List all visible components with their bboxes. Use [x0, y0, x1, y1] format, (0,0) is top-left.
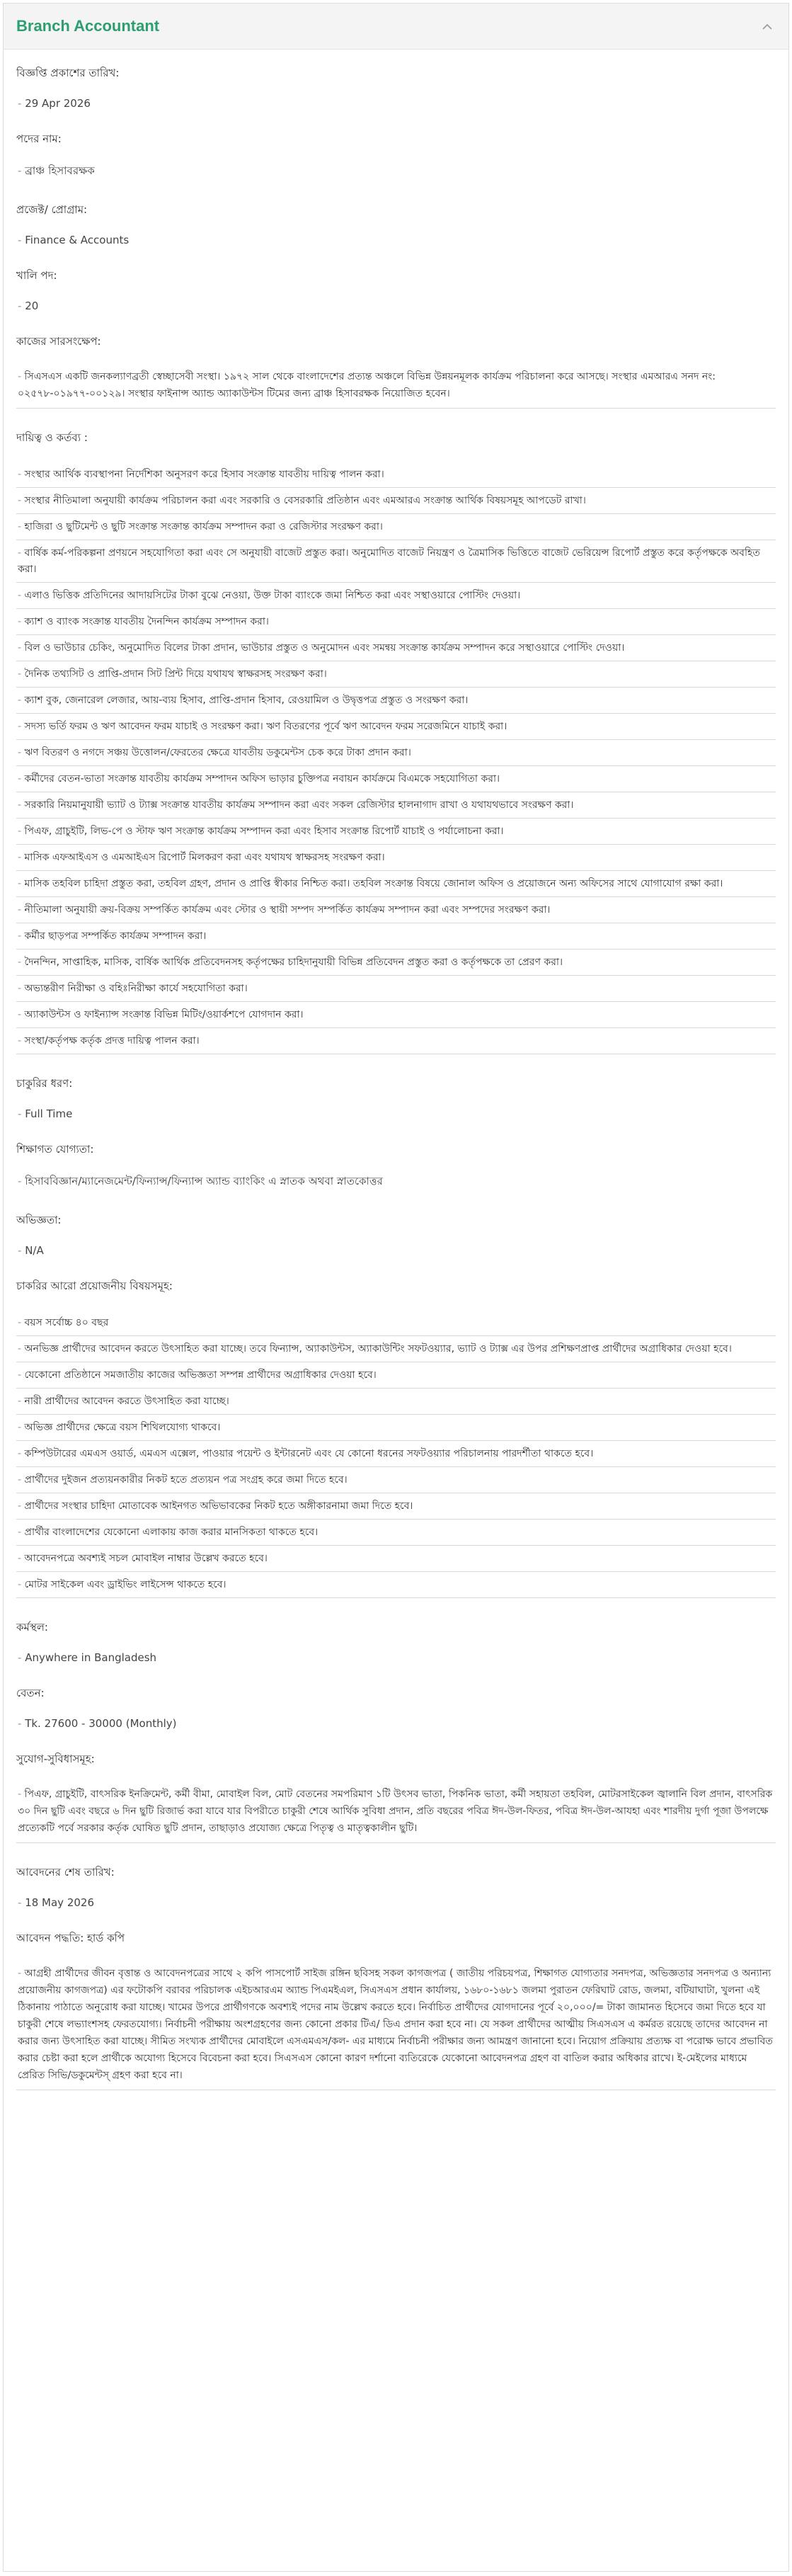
field-value: - Full Time	[16, 1107, 776, 1120]
field-label: আবেদনের শেষ তারিখ:	[16, 1866, 115, 1879]
list-item: - কর্মীদের বেতন-ভাতা সংক্রান্ত যাবতীয় কার্যক্রম সম্পাদন অফিস ভাড়ার চুক্তিপত্র নবায়ন কার্যক্রমে বিএমকে সহযোগিতা করা।	[16, 766, 776, 792]
list-item: - ঋণ বিতরণ ও নগদে সঞ্চয় উত্তোলন/ফেরতের ক্ষেত্রে যাবতীয় ডকুমেন্টস চেক করে টাকা প্রদান করা।	[16, 740, 776, 766]
list-item: - অভ্যন্তরীণ নিরীক্ষা ও বহিঃনিরীক্ষা কার্যে সহযোগিতা করা।	[16, 976, 776, 1002]
job-details-panel	[3, 3, 789, 2572]
field-label: দায়িত্ব ও কর্তব্য :	[16, 431, 88, 444]
vacancy-section	[16, 268, 776, 312]
list-item: - আবেদনপত্রে অবশ্যই সচল মোবাইল নাম্বার উল্লেখ করতে হবে।	[16, 1546, 776, 1572]
list-item: - বয়স সর্বোচ্চ ৪০ বছর	[16, 1310, 776, 1336]
list-item: - অ্যাকাউন্টস ও ফাইন্যান্স সংক্রান্ত বিভিন্ন মিটিং/ওয়ার্কশপে যোগদান করা।	[16, 1002, 776, 1028]
list-item: - প্রার্থীর বাংলাদেশের যেকোনো এলাকায় কাজ করার মানসিকতা থাকতে হবে।	[16, 1520, 776, 1546]
list-item: - পিএফ, গ্রাচুইটি, লিভ-পে ও স্টাফ ঋণ সংক্রান্ত কার্যক্রম সম্পাদন করা এবং হিসাব সংক্রান্ত রিপোর্ট যাচাই ও পর্যালোচনা করা।	[16, 819, 776, 845]
list-item: - দৈনিক তথ্যসিট ও প্রাপ্তি-প্রদান সিট প্রিন্ট দিয়ে যথাযথ স্বাক্ষরসহ সংরক্ষণ করা।	[16, 661, 776, 688]
field-label: বেতন:	[16, 1687, 45, 1699]
position-section	[16, 131, 776, 181]
education-section	[16, 1141, 776, 1191]
list-item: - সংস্থার নীতিমালা অনুযায়ী কার্যক্রম পরিচালন করা এবং সরকারি ও বেসরকারি প্রতিষ্ঠান এবং এমআরএ সংক্রান্ত আর্থিক বিষয়সমূহ আপডেট রাখা।	[16, 488, 776, 514]
benefits-section	[16, 1751, 776, 1843]
field-value: - 18 May 2026	[16, 1896, 776, 1909]
job-type-section	[16, 1076, 776, 1120]
field-value: - 20	[16, 300, 776, 312]
list-item: - নারী প্রার্থীদের আবেদন করতে উৎসাহিত করা যাচ্ছে।	[16, 1389, 776, 1415]
field-label: কর্মস্থল:	[16, 1621, 48, 1634]
field-label: শিক্ষাগত যোগ্যতা:	[16, 1143, 94, 1156]
list-item: - নীতিমালা অনুযায়ী ক্রয়-বিক্রয় সম্পর্কিত কার্যক্রম এবং স্টোর ও স্থায়ী সম্পদ সম্পর্কিত কার্যক্রম সম্পাদন করা এবং সম্পদের সংরক্ষণ করা।	[16, 897, 776, 923]
salary-section	[16, 1685, 776, 1730]
list-item: - সংস্থার আর্থিক ব্যবস্থাপনা নির্দেশিকা অনুসরণ করে হিসাব সংক্রান্ত যাবতীয় দায়িত্ব পালন করা।	[16, 462, 776, 488]
experience-section	[16, 1212, 776, 1257]
field-label: খালি পদ:	[16, 269, 57, 282]
field-label: প্রজেক্ট/ প্রোগ্রাম:	[16, 203, 88, 216]
field-label: কাজের সারসংক্ষেপ:	[16, 335, 101, 348]
field-value: - হিসাববিজ্ঞান/ম্যানেজমেন্ট/ফিন্যান্স/ফিন্যান্স অ্যান্ড ব্যাংকিং এ স্নাতক অথবা স্নাতকোত্তর	[16, 1173, 776, 1191]
list-item: - প্রার্থীদের দুইজন প্রত্যয়নকারীর নিকট হতে প্রত্যয়ন পত্র সংগ্রহ করে জমা দিতে হবে।	[16, 1467, 776, 1493]
duties-section	[16, 430, 776, 1054]
field-label: অভিজ্ঞতা:	[16, 1214, 62, 1226]
job-title: Branch Accountant	[16, 17, 160, 35]
apply-instructions: - আগ্রহী প্রার্থীদের জীবন বৃত্তান্ত ও আবেদনপত্রের সাথে ২ কপি পাসপোর্ট সাইজ রঙ্গিন ছবিসহ সকল কাগজপত্র ( জাতীয় পরিচয়পত্র, শিক্ষাগত যোগ্যতার সনদপত্র, অভিজ্ঞতার সনদপত্র ও অন্যান্য প্রয়োজনীয় কাগজপত্র) এর ফটোকপি বরাবর পরিচালক এইচআরএম অ্যান্ড পিএমইএল, সিএসএস প্রধান কার্যালয়, ১৬৮০-১৬৮১ জলমা পুরাতন ফেরিঘাট রোড, জলমা, বটিয়াঘাটা, খুলনা এই ঠিকানায় পাঠাতে অনুরোধ করা যাচ্ছে। খামের উপরে প্রার্থীগণকে অবশ্যই পদের নাম উল্লেখ করতে হবে। নির্বাচিত প্রার্থীদের যোগদানের পূর্বে ২০,০০০/= টাকা জামানত হিসেবে জমা দিতে হবে যা চাকুরী শেষে লভ্যাংশসহ ফেরতযোগ্য। নির্বাচনী পরীক্ষায় অংশগ্রহণের জন্য কোনো প্রকার টিএ/ ডিএ প্রদান করা হবে না। যে সকল প্রার্থীদের আত্মীয় সিএসএস এ কর্মরত রয়েছে তাদের আবেদন না করার জন্য উৎসাহিত করা যাচ্ছে। সীমিত সংখ্যক প্রার্থীদের মোবাইলে এসএমএস/কল- এর মাধ্যমে নির্বাচনী পরীক্ষার জন্য আমন্ত্রণ জানানো হবে। নিয়োগ প্রক্রিয়ায় প্রত্যক্ষ বা পরোক্ষ ভাবে প্রভাবিত করার চেষ্টা করা হলে প্রার্থীকে অযোগ্য হিসেবে বিবেচনা করা হবে। সিএসএস কোনো কারণ দর্শানো ব্যতিরেকে যেকোনো আবেদনপত্র গ্রহণ বা বাতিল করার অধিকার রাখে। ই-মেইলের মাধ্যমে প্রেরিত সিভি/ডকুমেন্টস্‌ গ্রহণ করা হবে না।	[16, 1962, 776, 2090]
list-item: - সংস্থা/কর্তৃপক্ষ কর্তৃক প্রদত্ত দায়িত্ব পালন করা।	[16, 1028, 776, 1054]
list-item: - কর্মীর ছাড়পত্র সম্পর্কিত কার্যক্রম সম্পাদন করা।	[16, 923, 776, 950]
location-section	[16, 1619, 776, 1664]
summary-section	[16, 334, 776, 409]
chevron-up-icon[interactable]	[759, 18, 776, 35]
list-item: - হাজিরা ও ছুটিমেন্ট ও ছুটি সংক্রান্ত সংক্রান্ত কার্যক্রম সম্পাদন করা ও রেজিস্টার সংরক্ষণ করা।	[16, 514, 776, 540]
list-item: - দৈনন্দিন, সাপ্তাহিক, মাসিক, বার্ষিক আর্থিক প্রতিবেদনসহ কর্তৃপক্ষের চাহিদানুযায়ী বিভিন্ন প্রতিবেদন প্রস্তুত করা ও কর্তৃপক্ষকে তা প্রেরণ করা।	[16, 950, 776, 976]
field-label: আবেদন পদ্ধতি: হার্ড কপি	[16, 1932, 125, 1944]
job-details-content	[4, 50, 788, 2090]
field-label: চাকুরির ধরণ:	[16, 1077, 73, 1090]
list-item: - মোটর সাইকেল এবং ড্রাইভিং লাইসেন্স থাকতে হবে।	[16, 1572, 776, 1598]
list-item: - অভিজ্ঞ প্রার্থীদের ক্ষেত্রে বয়স শিথিলযোগ্য থাকবে।	[16, 1415, 776, 1441]
field-value: - Finance & Accounts	[16, 234, 776, 246]
panel-header[interactable]	[4, 4, 788, 50]
list-item: - বার্ষিক কর্ম-পরিকল্পনা প্রণয়নে সহযোগিতা করা এবং সে অনুযায়ী বাজেট প্রস্তুত করা। অনুমোদিত বাজেট নিয়ন্ত্রণ ও ত্রৈমাসিক ভিত্তিতে বাজেট ভেরিয়েন্স রিপোর্ট প্রস্তুত করে কর্তৃপক্ষকে অবহিত করা।	[16, 540, 776, 583]
project-section	[16, 202, 776, 246]
list-item: - সদস্য ভর্তি ফরম ও ঋণ আবেদন ফরম যাচাই ও সংরক্ষণ করা। ঋণ বিতরণের পূর্বে ঋণ আবেদন ফরম সরেজমিনে যাচাই করা।	[16, 714, 776, 740]
field-value: - ব্রাঞ্চ হিসাবরক্ষক	[16, 163, 776, 181]
field-label: পদের নাম:	[16, 132, 62, 145]
deadline-section	[16, 1864, 776, 1909]
list-item: - এলাও ভিত্তিক প্রতিদিনের আদায়সিটের টাকা বুঝে নেওয়া, উক্ত টাকা ব্যাংকে জমা নিশ্চিত করা এবং সস্থাওয়ারে পোস্টিং দেওয়া।	[16, 583, 776, 609]
list-item: - ক্যাশ ও ব্যাংক সংক্রান্ত যাবতীয় দৈনন্দিন কার্যক্রম সম্পাদন করা।	[16, 609, 776, 635]
requirements-section	[16, 1278, 776, 1598]
field-value: - N/A	[16, 1244, 776, 1257]
summary-text: - সিএসএস একটি জনকল্যাণব্রতী স্বেচ্ছাসেবী সংস্থা। ১৯৭২ সাল থেকে বাংলাদেশের প্রত্যন্ত অঞ্চলে বিভিন্ন উন্নয়নমূলক কার্যক্রম পরিচালনা করে আসছে। সংস্থার এমআরএ সনদ নং: ০২৫৭৮-০১৯৭৭-০০১২৯। সংস্থার ফাইনান্স অ্যান্ড অ্যাকাউন্টস টিমের জন্য ব্রাঞ্চ হিসাবরক্ষক নিয়োজিত হবেন।	[16, 365, 776, 409]
apply-section	[16, 1930, 776, 2090]
list-item: - কম্পিউটারের এমএস ওয়ার্ড, এমএস এক্সেল, পাওয়ার পয়েন্ট ও ইন্টারনেট এবং যে কোনো ধরনের সফটওয়্যার পরিচালনায় পারদর্শীতা থাকতে হবে।	[16, 1441, 776, 1467]
field-value: - Anywhere in Bangladesh	[16, 1651, 776, 1664]
list-item: - যেকোনো প্রতিষ্ঠানে সমজাতীয় কাজের অভিজ্ঞতা সম্পন্ন প্রার্থীদের অগ্রাধিকার দেওয়া হবে।	[16, 1362, 776, 1389]
requirements-list	[16, 1310, 776, 1598]
duties-list	[16, 462, 776, 1054]
list-item: - অনভিজ্ঞ প্রার্থীদের আবেদন করতে উৎসাহিত করা যাচ্ছে। তবে ফিন্যান্স, অ্যাকাউন্টস, অ্যাকাউন্টিং সফটওয়্যার, ভ্যাট ও ট্যাক্স এর উপর প্রশিক্ষণপ্রাপ্ত প্রার্থীদের অগ্রাধিকার দেওয়া হবে।	[16, 1336, 776, 1362]
list-item: - মাসিক তহবিল চাহিদা প্রস্তুত করা, তহবিল গ্রহণ, প্রদান ও প্রাপ্তি স্বীকার নিশ্চিত করা। তহবিল সংক্রান্ত বিষয়ে জোনাল অফিস ও প্রয়োজনে অন্য অফিসের সাথে যোগাযোগ রক্ষা করা।	[16, 871, 776, 897]
field-label: বিজ্ঞপ্তি প্রকাশের তারিখ:	[16, 67, 120, 79]
published-date-section	[16, 65, 776, 110]
list-item: - ক্যাশ বুক, জেনারেল লেজার, আয়-ব্যয় হিসাব, প্রাপ্তি-প্রদান হিসাব, রেওয়ামিল ও উদ্বৃত্তপত্র প্রস্তুত ও সংরক্ষণ করা।	[16, 688, 776, 714]
field-value: - Tk. 27600 - 30000 (Monthly)	[16, 1717, 776, 1730]
list-item: - মাসিক এফআইএস ও এমআইএস রিপোর্ট মিলকরণ করা এবং যথাযথ স্বাক্ষরসহ সংরক্ষণ করা।	[16, 845, 776, 871]
list-item: - সরকারি নিয়মানুযায়ী ভ্যাট ও ট্যাক্স সংক্রান্ত যাবতীয় কার্যক্রম সম্পাদন করা এবং সকল রেজিস্টার হালনাগাদ রাখা ও যথাযথভাবে সংরক্ষণ করা।	[16, 792, 776, 819]
field-label: চাকরির আরো প্রয়োজনীয় বিষয়সমূহ:	[16, 1280, 173, 1292]
list-item: - বিল ও ভাউচার চেকিং, অনুমোদিত বিলের টাকা প্রদান, ভাউচার প্রস্তুত ও অনুমোদন এবং সমন্বয় সংক্রান্ত কার্যক্রম সম্পাদন করে সস্থাওয়ারে পোস্টিং দেওয়া।	[16, 635, 776, 661]
field-label: সুযোগ-সুবিধাসমূহ:	[16, 1753, 95, 1765]
list-item: - প্রার্থীদের সংস্থার চাহিদা মোতাবেক আইনগত অভিভাবকের নিকট হতে অঙ্গীকারনামা জমা দিতে হবে।	[16, 1493, 776, 1520]
field-value: - 29 Apr 2026	[16, 97, 776, 110]
benefits-text: - পিএফ, গ্রাচুইটি, বাৎসরিক ইনক্রিমেন্ট, কর্মী বীমা, মোবাইল বিল, মোট বেতনের সমপরিমাণ ১টি উৎসব ভাতা, পিকনিক ভাতা, কর্মী সহায়তা তহবিল, মোটরসাইকেল জ্বালানি বিল প্রদান, বাৎসরিক ৩০ দিন ছুটি এবং বছরে ৬ দিন ছুটি রিজার্ভ করা যাবে যার বিপরীতে চাকুরী শেষে আর্থিক সুবিধা প্রদান, প্রতি বছরের পবিত্র ঈদ-উল-ফিতর, পবিত্র ঈদ-উল-আযহা এবং শারদীয় দুর্গা পূজা উপলক্ষে প্রত্যেকটি পর্বে সরকার কর্তৃক ঘোষিত ছুটি প্রদান, তাছাড়াও প্রযোজ্য ক্ষেত্রে পিতৃত্ব ও মাতৃত্বকালীন ছুটি।	[16, 1783, 776, 1843]
